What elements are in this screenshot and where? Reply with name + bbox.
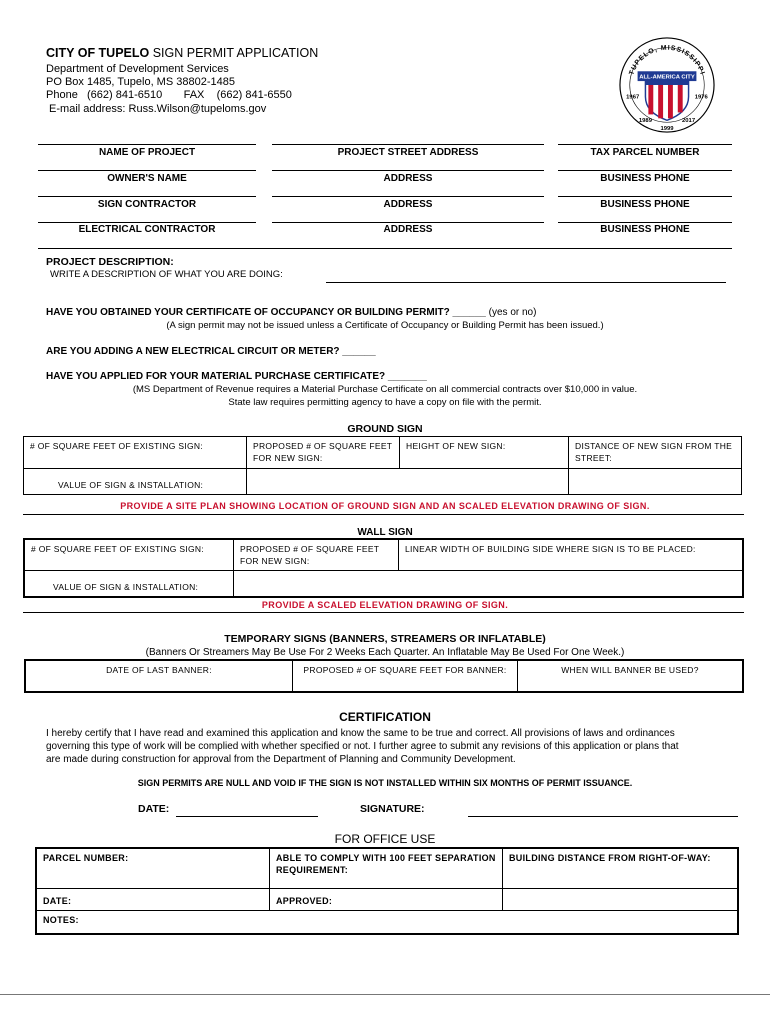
wall-proposed-sqft[interactable]: PROPOSED # OF SQUARE FEET FOR NEW SIGN:	[234, 539, 399, 571]
label-project-name: NAME OF PROJECT	[98, 147, 196, 158]
ground-sign-value-extra[interactable]	[569, 469, 742, 495]
svg-text:1999: 1999	[660, 126, 674, 133]
wall-existing-sqft[interactable]: # OF SQUARE FEET OF EXISTING SIGN:	[24, 539, 234, 571]
svg-text:1976: 1976	[694, 94, 708, 101]
office-separation-requirement[interactable]: ABLE TO COMPLY WITH 100 FEET SEPARATION REQUIREMENT:	[270, 848, 503, 888]
last-banner-date[interactable]: DATE OF LAST BANNER:	[25, 660, 293, 692]
date-label: DATE:	[138, 803, 170, 815]
project-description-prompt: WRITE A DESCRIPTION OF WHAT YOU ARE DOING:	[50, 269, 283, 280]
phone-fax: Phone (662) 841-6510 FAX (662) 841-6550	[46, 89, 292, 101]
email-address: E-mail address: Russ.Wilson@tupeloms.gov	[46, 103, 267, 115]
temporary-signs-heading: TEMPORARY SIGNS (BANNERS, STREAMERS OR INFLATABLE)	[224, 633, 546, 645]
date-line[interactable]	[176, 816, 318, 817]
material-purchase-note-2: State law requires permitting agency to have a copy on file with the permit.	[228, 397, 542, 408]
project-description-line[interactable]	[326, 282, 726, 283]
svg-text:2017: 2017	[682, 118, 696, 125]
temporary-signs-table	[24, 659, 744, 693]
signature-line[interactable]	[468, 816, 738, 817]
office-parcel-number[interactable]: PARCEL NUMBER:	[36, 848, 270, 888]
banner-proposed-sqft[interactable]: PROPOSED # OF SQUARE FEET FOR BANNER:	[293, 660, 518, 692]
wall-sign-value[interactable]: VALUE OF SIGN & INSTALLATION:	[24, 571, 234, 598]
form-title: CITY OF TUPELO SIGN PERMIT APPLICATION	[46, 46, 319, 60]
city-seal-logo	[618, 36, 716, 134]
ground-sign-value[interactable]: VALUE OF SIGN & INSTALLATION:	[24, 469, 247, 495]
ground-sign-notice: PROVIDE A SITE PLAN SHOWING LOCATION OF GROUND SIGN AND AN SCALED ELEVATION DRAWING OF SIGN.	[120, 501, 650, 511]
label-project-street-address: PROJECT STREET ADDRESS	[337, 147, 479, 158]
temporary-signs-subheading: (Banners Or Streamers May Be Use For 2 Weeks Each Quarter. An Inflatable May Be Used For One Week.)	[145, 647, 625, 658]
banner-when-used[interactable]: WHEN WILL BANNER BE USED?	[518, 660, 744, 692]
label-sign-contractor: SIGN CONTRACTOR	[97, 199, 197, 210]
office-blank-cell[interactable]	[503, 888, 739, 910]
office-date[interactable]: DATE:	[36, 888, 270, 910]
permit-null-notice: SIGN PERMITS ARE NULL AND VOID IF THE SIGN IS NOT INSTALLED WITHIN SIX MONTHS OF PERMIT ISSUANCE.	[137, 778, 633, 788]
ground-sign-value-field[interactable]	[247, 469, 569, 495]
signature-label: SIGNATURE:	[360, 803, 425, 815]
office-notes[interactable]: NOTES:	[36, 910, 738, 934]
certification-heading: CERTIFICATION	[339, 710, 431, 724]
question-material-purchase: HAVE YOU APPLIED FOR YOUR MATERIAL PURCHASE CERTIFICATE? _______	[46, 371, 427, 382]
wall-sign-heading: WALL SIGN	[357, 527, 413, 538]
ground-existing-sqft[interactable]: # OF SQUARE FEET OF EXISTING SIGN:	[24, 437, 247, 469]
label-owner-address: ADDRESS	[383, 173, 433, 184]
label-electrical-contractor-address: ADDRESS	[383, 224, 433, 235]
department-name: Department of Development Services	[46, 63, 229, 75]
wall-linear-width[interactable]: LINEAR WIDTH OF BUILDING SIDE WHERE SIGN IS TO BE PLACED:	[399, 539, 744, 571]
ground-sign-heading: GROUND SIGN	[347, 423, 423, 435]
wall-sign-notice: PROVIDE A SCALED ELEVATION DRAWING OF SIGN.	[261, 600, 509, 610]
label-sign-contractor-phone: BUSINESS PHONE	[600, 199, 690, 210]
wall-sign-table	[23, 538, 744, 598]
question-electrical-circuit: ARE YOU ADDING A NEW ELECTRICAL CIRCUIT OR METER? ______	[46, 346, 376, 357]
office-use-table	[35, 847, 739, 935]
project-description-heading: PROJECT DESCRIPTION:	[46, 256, 174, 268]
office-building-distance[interactable]: BUILDING DISTANCE FROM RIGHT-OF-WAY:	[503, 848, 739, 888]
certificate-occupancy-note: (A sign permit may not be issued unless a Certificate of Occupancy or Building Permit has been issued.)	[166, 320, 604, 331]
label-electrical-contractor-phone: BUSINESS PHONE	[600, 224, 690, 235]
svg-text:ALL-AMERICA CITY: ALL-AMERICA CITY	[639, 74, 695, 81]
wall-sign-value-field[interactable]	[234, 571, 744, 598]
svg-text:1989: 1989	[638, 118, 652, 125]
ground-sign-table	[23, 436, 742, 495]
mailing-address: PO Box 1485, Tupelo, MS 38802-1485	[46, 76, 235, 88]
ground-proposed-sqft[interactable]: PROPOSED # OF SQUARE FEET FOR NEW SIGN:	[247, 437, 400, 469]
question-certificate-occupancy: HAVE YOU OBTAINED YOUR CERTIFICATE OF OCCUPANCY OR BUILDING PERMIT? ______ (yes or no)	[46, 307, 537, 318]
label-owner-phone: BUSINESS PHONE	[600, 173, 690, 184]
certification-text: I hereby certify that I have read and examined this application and know the same to be true and correct. All provisions of laws and ordinances governing this type of work will be complied with whether specified or not. I further agree to submit any revisions of this application or plans that are made during construction for approval from the Department of Planning and Community Development.	[46, 728, 679, 765]
office-approved[interactable]: APPROVED:	[270, 888, 503, 910]
svg-text:TUPELO, MISSISSIPPI: TUPELO, MISSISSIPPI	[628, 44, 706, 77]
label-owner-name: OWNER'S NAME	[107, 173, 187, 184]
label-electrical-contractor: ELECTRICAL CONTRACTOR	[78, 224, 216, 235]
ground-sign-distance[interactable]: DISTANCE OF NEW SIGN FROM THE STREET:	[569, 437, 742, 469]
ground-sign-height[interactable]: HEIGHT OF NEW SIGN:	[400, 437, 569, 469]
svg-text:1967: 1967	[626, 94, 640, 101]
office-use-heading: FOR OFFICE USE	[334, 832, 436, 846]
label-sign-contractor-address: ADDRESS	[383, 199, 433, 210]
material-purchase-note-1: (MS Department of Revenue requires a Material Purchase Certificate on all commercial contracts over $10,000 in value.	[132, 384, 638, 395]
label-tax-parcel-number: TAX PARCEL NUMBER	[590, 147, 700, 158]
